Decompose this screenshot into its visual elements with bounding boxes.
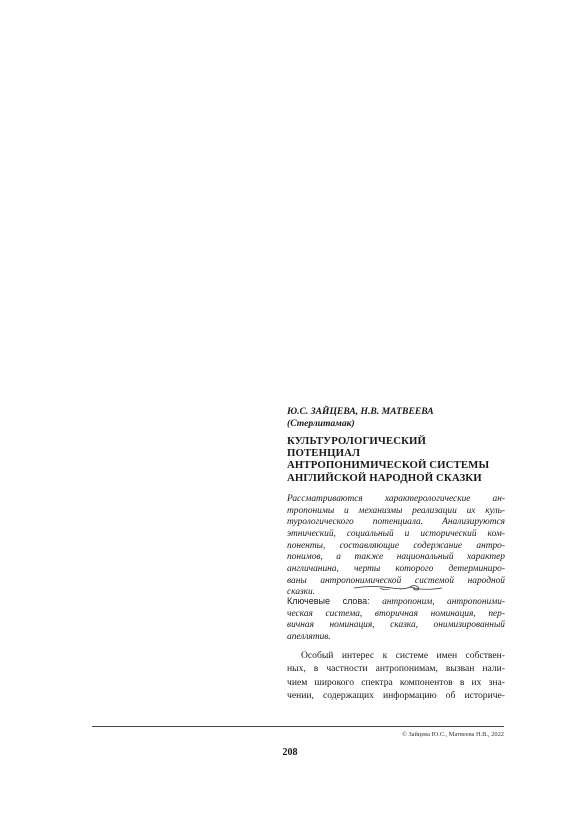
abstract-line: понимов, а также национальный характер [287,552,505,563]
body-text [287,649,505,702]
footnote-divider [92,726,504,727]
title-line: ПОТЕНЦИАЛ [287,447,361,460]
abstract-line: турологического потенциала. Анализируются [287,517,505,528]
body-line: Особый интерес к системе имен собствен- [301,650,505,661]
title-line: АНТРОПОНИМИЧЕСКОЙ СИСТЕМЫ [287,459,490,472]
body-line: чием широкого спектра компонентов в их зна- [287,676,505,688]
abstract-line: ваны антропонимической системой народной [287,575,505,586]
author-block [287,406,505,429]
keywords [287,596,505,644]
keywords-line: ческая система, вторичная номинация, пер- [287,608,505,619]
article-title [287,435,505,484]
title-line: АНГЛИЙСКОЙ НАРОДНОЙ СКАЗКИ [287,471,482,484]
abstract-line: поненты, составляющие содержание антро- [287,540,505,551]
abstract-line: сказки. [287,587,316,598]
authors-names: Ю.С. ЗАЙЦЕВА, Н.В. МАТВЕЕВА [287,406,434,417]
abstract-line: англичанина, черты которого детерминиро- [287,563,505,574]
ornament-divider-icon [352,582,444,594]
keywords-line: вичная номинация, сказка, онимизированный [287,620,505,631]
keywords-label: Ключевые слова: [287,596,370,606]
abstract-line: этнический, социальный и исторический ком- [287,528,505,539]
keywords-line [287,596,505,609]
title-line: КУЛЬТУРОЛОГИЧЕСКИЙ [287,435,427,447]
body-line: ных, в частности антропонимам, вызван нали- [287,663,505,675]
abstract-line: тропонимы и механизмы реализации их куль- [287,505,505,516]
authors-city: (Стерлитамак) [287,417,355,429]
keywords-line: апеллятив. [287,631,331,642]
page-number: 208 [282,747,298,758]
keywords-text: антропоним, антропоними- [382,597,506,607]
copyright-notice: © Зайцева Ю.С., Матвеева Н.В., 2022 [402,731,504,738]
body-line: чении, содержащих информацию об историче- [287,690,505,702]
abstract-line: Рассматриваются характерологические ан- [287,494,505,504]
